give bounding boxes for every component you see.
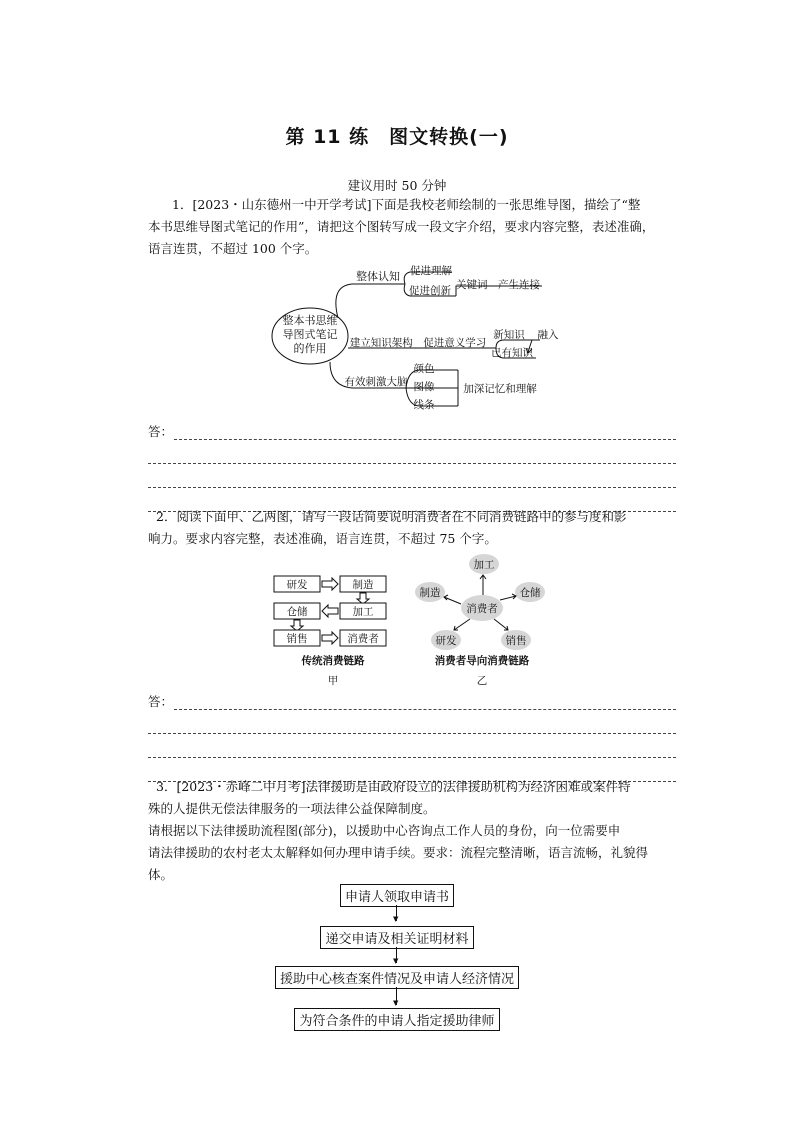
flow-step-3: 援助中心核查案件情况及申请人经济情况 <box>0 966 794 989</box>
jia-box-sales: 销售 <box>286 633 308 645</box>
yi-node-manufacture: 制造 <box>419 587 441 599</box>
mind-map-center-line1: 整本书思维 <box>282 314 338 327</box>
q1-answer-line-1[interactable] <box>148 422 676 444</box>
arrow-down-icon <box>291 620 303 631</box>
yi-node-sales: 销售 <box>505 635 527 647</box>
flow-step-4: 为符合条件的申请人指定援助律师 <box>0 1008 794 1031</box>
q2-answer-line-1[interactable] <box>148 692 676 714</box>
node-merge: 融入 <box>537 329 559 341</box>
q1-answer-label: 答： <box>148 424 174 439</box>
q2-line1: 2．阅读下面甲、乙两图，请写一段话简要说明消费者在不同消费链路中的参与度和影 <box>156 509 627 524</box>
q1-answer-line-2[interactable] <box>148 446 676 468</box>
question-1 <box>148 194 680 260</box>
node-lines: 线条 <box>413 399 435 411</box>
traditional-chain-diagram <box>272 572 397 690</box>
node-promote-understanding: 促进理解 <box>410 265 452 277</box>
jia-box-process: 加工 <box>352 606 374 618</box>
arrow-right-icon <box>322 632 338 644</box>
node-existing-knowledge: 已有知识 <box>491 347 533 359</box>
question-3 <box>148 776 680 886</box>
branch-knowledge-framework: 建立知识架构 促进意义学习 <box>349 337 487 349</box>
q2-line2: 响力。要求内容完整，表述准确，语言连贯，不超过 75 个字。 <box>148 531 497 546</box>
flow-step-2: 递交申请及相关证明材料 <box>0 926 794 949</box>
node-keyword-connection: 关键词 产生连接 <box>456 279 540 291</box>
mind-map-diagram <box>260 258 560 418</box>
q3-line5: 体。 <box>148 867 174 882</box>
arrow-down-icon: ▼ <box>393 999 399 1007</box>
q2-answer-line-2[interactable] <box>148 716 676 738</box>
q1-line3: 语言连贯，不超过 100 个字。 <box>148 241 318 256</box>
consumer-oriented-chain-diagram <box>410 552 560 690</box>
q1-answer-line-3[interactable] <box>148 470 676 492</box>
arrow-down-icon: ▼ <box>393 957 399 965</box>
yi-caption: 消费者导向消费链路 <box>434 655 530 667</box>
arrow-right-icon <box>322 578 338 590</box>
arrow-left-icon <box>322 605 338 617</box>
flow-step-1: 申请人领取申请书 <box>0 884 794 907</box>
question-2 <box>148 506 680 550</box>
page-title: 第 11 练 图文转换(一) <box>285 126 509 148</box>
node-color: 颜色 <box>413 363 435 375</box>
node-promote-innovation: 促进创新 <box>409 285 451 297</box>
jia-label: 甲 <box>327 675 339 687</box>
q1-line2: 本书思维导图式笔记的作用”，请把这个图转写成一段文字介绍，要求内容完整，表述准确， <box>148 219 655 234</box>
jia-caption: 传统消费链路 <box>301 655 365 667</box>
yi-node-rnd: 研发 <box>435 635 457 647</box>
q3-line2: 殊的人提供无偿法律服务的一项法律公益保障制度。 <box>148 801 436 816</box>
yi-node-storage: 仓储 <box>519 587 541 599</box>
node-deepen-memory: 加深记忆和理解 <box>463 383 537 395</box>
suggested-time: 建议用时 50 分钟 <box>347 178 447 193</box>
q2-answer-line-3[interactable] <box>148 740 676 762</box>
q3-line1: 3．[2023・赤峰二中月考]法律援助是由政府设立的法律援助机构为经济困难或案件特 <box>156 779 631 794</box>
branch-stimulate-brain: 有效刺激大脑 <box>344 376 408 388</box>
q3-line3: 请根据以下法律援助流程图(部分)，以援助中心咨询点工作人员的身份，向一位需要申 <box>148 823 621 838</box>
jia-box-rnd: 研发 <box>286 579 308 591</box>
arrow-down-icon: ▼ <box>393 915 399 923</box>
node-new-knowledge: 新知识 <box>493 329 525 341</box>
q3-line4: 请法律援助的农村老太太解释如何办理申请手续。要求：流程完整清晰，语言流畅，礼貌得 <box>148 845 649 860</box>
arrow-down-icon <box>357 593 369 604</box>
yi-node-process: 加工 <box>473 559 495 571</box>
node-image: 图像 <box>413 381 435 393</box>
jia-box-manufacture: 制造 <box>352 579 374 591</box>
jia-box-storage: 仓储 <box>286 606 308 618</box>
branch-overall-cognition: 整体认知 <box>356 270 400 283</box>
jia-box-consumer: 消费者 <box>347 633 379 645</box>
mind-map-center-line2: 导图式笔记 <box>282 328 338 341</box>
q2-answer-label: 答： <box>148 694 174 709</box>
mind-map-center-line3: 的作用 <box>293 342 327 355</box>
yi-label: 乙 <box>476 675 488 687</box>
q1-line1: 1．[2023・山东德州一中开学考试]下面是我校老师绘制的一张思维导图，描绘了“整 <box>172 197 641 212</box>
yi-center-consumer: 消费者 <box>466 603 498 615</box>
